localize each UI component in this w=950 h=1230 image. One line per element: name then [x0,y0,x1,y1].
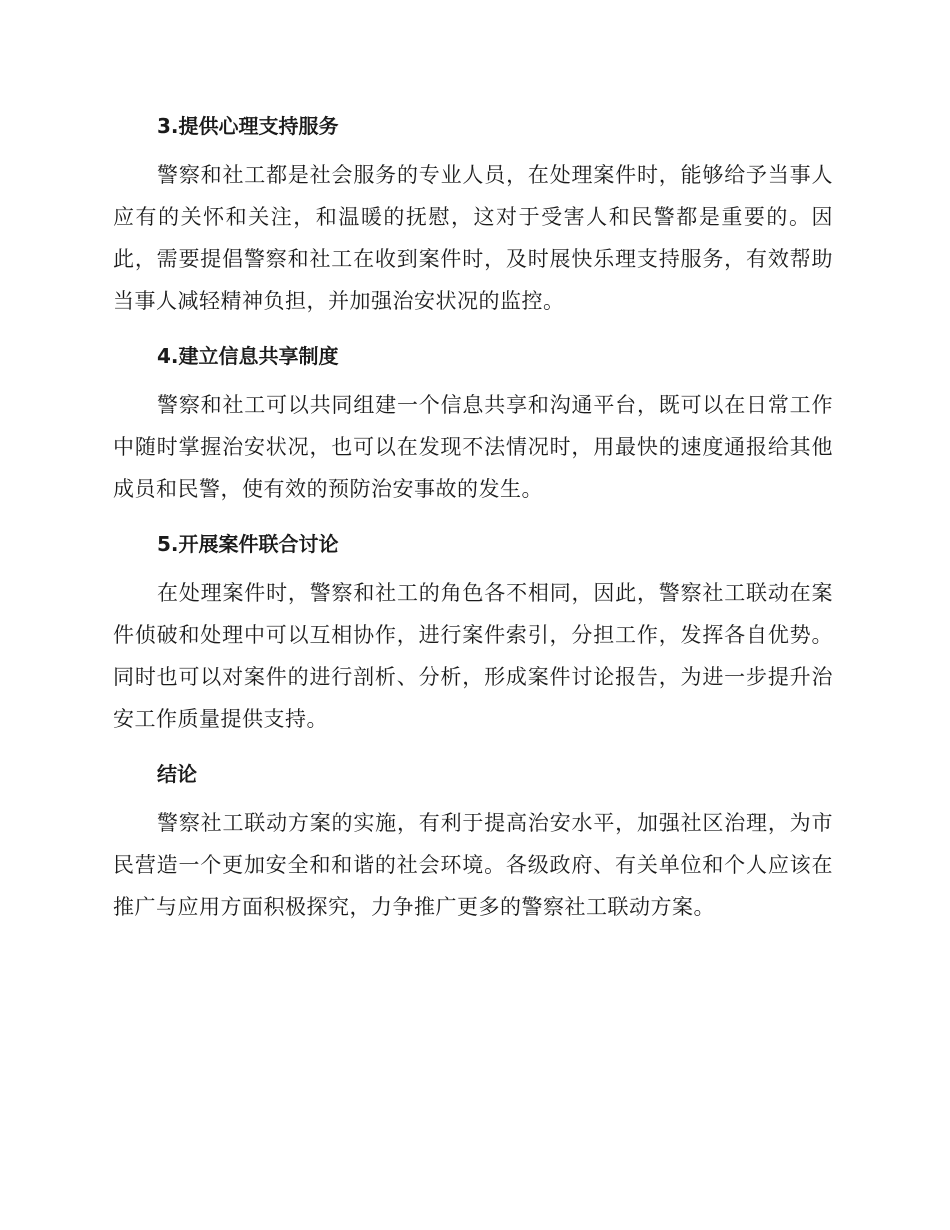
section-paragraph: 警察和社工可以共同组建一个信息共享和沟通平台，既可以在日常工作中随时掌握治安状况，也可以在发现不法情况时，用最快的速度通报给其他成员和民警，使有效的预防治安事故的发生。 [113,393,833,501]
section-case-discussion [113,526,833,740]
section-heading: 3.提供心理支持服务 [157,114,339,138]
section-conclusion [113,756,833,928]
section-paragraph: 警察和社工都是社会服务的专业人员，在处理案件时，能够给予当事人应有的关怀和关注，和温暖的抚慰，这对于受害人和民警都是重要的。因此，需要提倡警察和社工在收到案件时，及时展快乐理支持服务，有效帮助当事人减轻精神负担，并加强治安状况的监控。 [113,163,833,313]
section-paragraph: 警察社工联动方案的实施，有利于提高治安水平，加强社区治理，为市民营造一个更加安全和和谐的社会环境。各级政府、有关单位和个人应该在推广与应用方面积极探究，力争推广更多的警察社工联动方案。 [113,811,833,919]
section-heading: 结论 [157,762,197,786]
section-info-sharing [113,338,833,510]
document-page [113,108,833,944]
section-heading: 4.建立信息共享制度 [157,344,339,368]
section-heading: 5.开展案件联合讨论 [157,532,339,556]
section-paragraph: 在处理案件时，警察和社工的角色各不相同，因此，警察社工联动在案件侦破和处理中可以互相协作，进行案件索引，分担工作，发挥各自优势。同时也可以对案件的进行剖析、分析，形成案件讨论报告，为进一步提升治安工作质量提供支持。 [113,581,833,731]
section-psych-support [113,108,833,322]
